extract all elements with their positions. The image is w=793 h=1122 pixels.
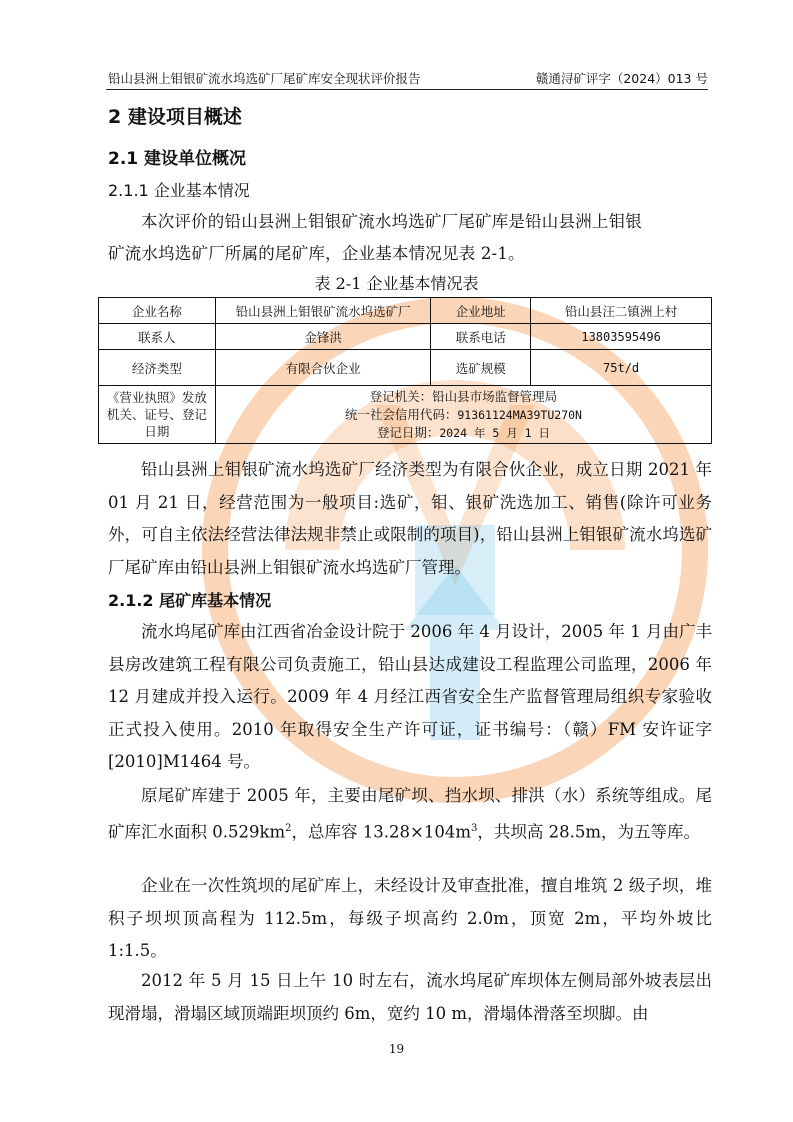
paragraph-original-tailings [108, 780, 712, 849]
business-license-cell [215, 386, 711, 444]
credit-code-label: 统一社会信用代码： [344, 406, 458, 422]
subsection-heading: 2.1 建设单位概况 [108, 149, 247, 169]
subsubsection-heading-basic-info: 2.1.1 企业基本情况 [108, 181, 250, 200]
intro-line-1: 本次评价的铅山县洲上钼银矿流水坞选矿厂尾矿库是铅山县洲上钼银 [141, 212, 642, 231]
credit-code-value: 91361124MA39TU270N [457, 407, 582, 422]
registration-date-label: 登记日期： [376, 424, 440, 440]
superscript-3: 3 [470, 822, 478, 834]
table-cell-label: 企业地址 [431, 298, 531, 324]
paragraph-landslide: 2012 年 5 月 15 日上午 10 时左右，流水坞尾矿库坝体左侧局部外坡表层出现滑塌，滑塌区域顶端距坝顶约 6m，宽约 10 m，滑塌体滑落至坝脚。由 [108, 971, 712, 1023]
original-text-2: ，总库容 13.28×104m [291, 822, 471, 841]
original-text-3: ，共坝高 28.5m，为五等库。 [477, 822, 700, 841]
table-row [99, 386, 712, 444]
table-cell-label: 经济类型 [99, 350, 216, 386]
table-cell-value: 金锋洪 [215, 324, 431, 350]
table-row [99, 298, 712, 324]
table-cell-label: 《营业执照》发放机关、证号、登记日期 [99, 386, 216, 444]
paragraph-company-overview: 铅山县洲上钼银矿流水坞选矿厂经济类型为有限合伙企业，成立日期 2021 年 01 月 21 日，经营范围为一般项目:选矿，钼、银矿洗选加工、销售(除许可业务外，可自主依法经营法律法规非禁止或限制的项目)，铅山县洲上钼银矿流水坞选矿厂尾矿库由铅山县洲上钼银矿流水坞选矿厂管理。 [108, 460, 712, 577]
subsubsection-heading-tailings: 2.1.2 尾矿库基本情况 [108, 591, 272, 610]
paragraph-tailings-history: 流水坞尾矿库由江西省冶金设计院于 2006 年 4 月设计，2005 年 1 月由广丰县房改建筑工程有限公司负责施工，铅山县达成建设工程监理公司监理，2006 年 12 月建成并投入运行。2009 年 4 月经江西省安全生产监督管理局组织专家验收正式投入使用。2010 年取得安全生产许可证，证书编号：（赣）FM 安许证字[2010]M1464 号。 [108, 622, 712, 771]
registration-authority: 登记机关：铅山县市场监督管理局 [369, 388, 558, 404]
page-number: 19 [388, 1042, 405, 1056]
table-cell-label: 选矿规模 [431, 350, 531, 386]
original-text-1: 原尾矿库建于 2005 年，主要由尾矿坝、挡水坝、排洪（水）系统等组成。尾矿库汇水面积 0.529km [108, 786, 712, 841]
table-cell-value: 铅山县汪二镇洲上村 [531, 298, 712, 324]
header-rule [106, 89, 708, 90]
table-cell-label: 企业名称 [99, 298, 216, 324]
paragraph-subdam: 企业在一次性筑坝的尾矿库上，未经设计及审查批准，擅自堆筑 2 级子坝，堆积子坝坝顶高程为 112.5m，每级子坝高约 2.0m，顶宽 2m，平均外坡比 1:1.5。 [108, 876, 712, 960]
table-cell-value: 有限合伙企业 [215, 350, 431, 386]
credit-code-line [220, 406, 707, 424]
enterprise-info-table [98, 297, 712, 444]
table-cell-label: 联系人 [99, 324, 216, 350]
table-cell-value: 铅山县洲上钼银矿流水坞选矿厂 [215, 298, 431, 324]
running-header-report-number: 赣通浔矿评字（2024）013 号 [535, 71, 708, 86]
table-row [99, 350, 712, 386]
table-caption: 表 2-1 企业基本情况表 [314, 274, 479, 293]
registration-date-line [220, 424, 707, 442]
registration-date-value: 2024 年 5 月 1 日 [439, 425, 550, 440]
running-header-title: 铅山县洲上钼银矿流水坞选矿厂尾矿库安全现状评价报告 [108, 71, 421, 86]
superscript-2: 2 [285, 822, 292, 834]
section-heading: 2 建设项目概述 [108, 106, 242, 128]
table-cell-value: 13803595496 [531, 324, 712, 350]
table-cell-label: 联系电话 [431, 324, 531, 350]
table-row [99, 324, 712, 350]
table-cell-value: 75t/d [531, 350, 712, 386]
intro-line-2: 矿流水坞选矿厂所属的尾矿库，企业基本情况见表 2-1。 [108, 244, 525, 263]
